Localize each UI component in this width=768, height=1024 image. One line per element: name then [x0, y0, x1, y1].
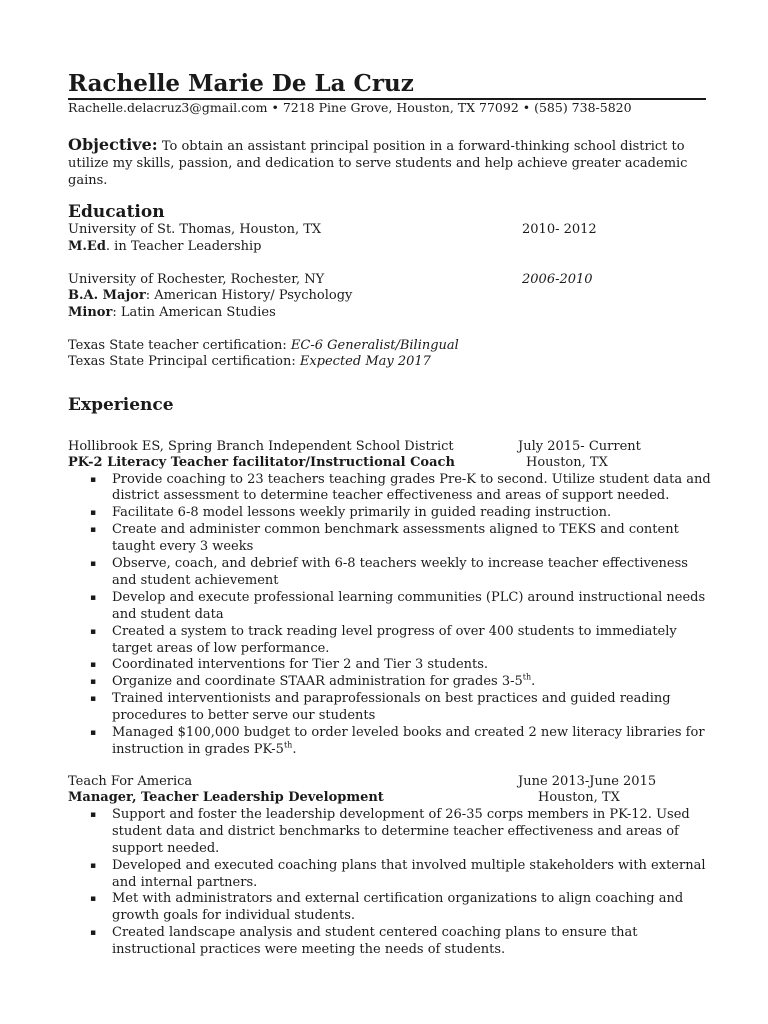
list-item: ▪ Observe, coach, and debrief with 6-8 teachers weekly to increase teacher effectiveness and student achievement — [90, 556, 688, 588]
job-1-role-line — [68, 455, 718, 472]
degree-1-field: . in Teacher Leadership — [105, 238, 262, 254]
degree-1-label: M.Ed — [68, 238, 106, 254]
job-1-bullets — [68, 472, 718, 759]
job-2-role-line — [68, 790, 718, 807]
list-item: ▪ Developed and executed coaching plans that involved multiple stakeholders with external and internal partners. — [90, 857, 706, 890]
list-item: ▪ Organize and coordinate STAAR administration for grades 3-5th. — [90, 673, 536, 690]
job-1-location: Houston, TX — [526, 455, 608, 470]
job-2-org-line — [68, 774, 718, 791]
list-item: ▪ Facilitate 6-8 model lessons weekly primarily in guided reading instruction. — [90, 505, 612, 521]
certification-2 — [68, 354, 718, 371]
objective-section — [68, 136, 718, 189]
bullet-icon: ▪ — [90, 474, 97, 485]
list-item: ▪ Develop and execute professional learning communities (PLC) around instructional needs and student data — [90, 589, 706, 622]
bullet-icon: ▪ — [90, 660, 97, 671]
objective-label: Objective: — [68, 135, 158, 154]
school-2-dates: 2006-2010 — [522, 271, 593, 287]
bullet-icon: ▪ — [90, 677, 97, 688]
cert-2-label: Texas State Principal certification: — [68, 354, 300, 369]
degree-1 — [68, 239, 718, 256]
major-label: B.A. Major — [68, 288, 146, 303]
cert-1-value: EC-6 Generalist/Bilingual — [290, 337, 459, 353]
job-1-org-line — [68, 439, 718, 456]
minor-value: : Latin American Studies — [112, 304, 276, 320]
bullet-icon: ▪ — [90, 809, 97, 820]
education-heading: Education — [68, 202, 165, 222]
objective-text: To obtain an assistant principal position in a forward-thinking school district to utilize my skills, passion, and dedication to serve students and help achieve greater academic gains. — [68, 139, 688, 188]
bullet-icon: ▪ — [90, 559, 97, 570]
cert-1-label: Texas State teacher certification: — [68, 337, 291, 353]
bullet-icon: ▪ — [90, 694, 97, 705]
experience-heading: Experience — [68, 394, 174, 415]
candidate-name: Rachelle Marie De La Cruz — [68, 70, 706, 100]
school-1-dates: 2010- 2012 — [522, 222, 597, 237]
bullet-icon: ▪ — [90, 525, 97, 536]
bullet-icon: ▪ — [90, 508, 97, 519]
school-2: University of Rochester, Rochester, NY — [68, 271, 325, 287]
list-item: ▪ Met with administrators and external certification organizations to align coaching and growth goals for individual students. — [90, 891, 684, 924]
bullet-icon: ▪ — [90, 626, 97, 637]
list-item: ▪ Managed $100,000 budget to order leveled books and created 2 new literacy libraries for instruction in grades PK-5th. — [90, 725, 705, 757]
bullet-icon: ▪ — [90, 592, 97, 603]
education-entry-1 — [68, 222, 718, 239]
list-item: ▪ Created landscape analysis and student centered coaching plans to ensure that instructional practices were meeting the needs of students. — [90, 925, 638, 958]
job-2-dates: June 2013-June 2015 — [518, 773, 657, 789]
resume-page — [68, 70, 718, 959]
list-item: ▪ Provide coaching to 23 teachers teaching grades Pre-K to second. Utilize student data and district assessment to determine teacher effectiveness and areas of support needed. — [90, 471, 711, 504]
minor-label: Minor — [68, 304, 113, 320]
major-line — [68, 288, 718, 305]
job-2-role: Manager, Teacher Leadership Development — [68, 790, 384, 806]
bullet-icon: ▪ — [90, 860, 97, 871]
bullet-icon: ▪ — [90, 928, 97, 939]
list-item: ▪ Create and administer common benchmark assessments aligned to TEKS and content taught every 3 weeks — [90, 522, 679, 555]
contact-line: Rachelle.delacruz3@gmail.com • 7218 Pine Grove, Houston, TX 77092 • (585) 738-5820 — [68, 100, 632, 115]
major-value: : American History/ Psychology — [145, 288, 353, 303]
job-1-organization: Hollibrook ES, Spring Branch Independent School District — [68, 438, 454, 454]
cert-2-value: Expected May 2017 — [299, 354, 431, 369]
job-2-location: Houston, TX — [538, 790, 620, 806]
minor-line — [68, 305, 718, 322]
list-item: ▪ Created a system to track reading level progress of over 400 students to immediately target areas of low performance. — [90, 623, 677, 656]
bullet-icon: ▪ — [90, 894, 97, 905]
list-item: ▪ Coordinated interventions for Tier 2 and Tier 3 students. — [90, 657, 489, 673]
job-2-organization: Teach For America — [68, 773, 193, 789]
list-item: ▪ Support and foster the leadership development of 26-35 corps members in PK-12. Used student data and district benchmarks to determine teacher effectiveness and areas of support needed. — [90, 806, 690, 856]
job-1-role: PK-2 Literacy Teacher facilitator/Instructional Coach — [68, 455, 455, 470]
job-2-bullets — [68, 807, 718, 959]
certification-1 — [68, 338, 718, 355]
education-entry-2 — [68, 272, 718, 289]
bullet-icon: ▪ — [90, 728, 97, 739]
job-1-dates: July 2015- Current — [518, 438, 641, 454]
list-item: ▪ Trained interventionists and paraprofessionals on best practices and guided reading procedures to better serve our students — [90, 691, 671, 724]
school-1: University of St. Thomas, Houston, TX — [68, 222, 322, 237]
